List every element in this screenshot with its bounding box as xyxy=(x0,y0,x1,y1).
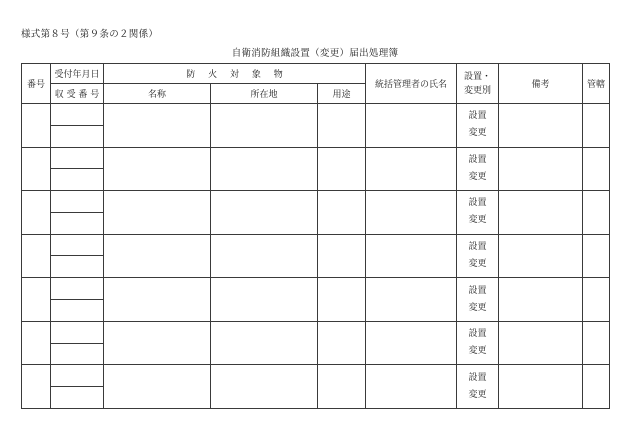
cell-receipt-date[interactable] xyxy=(51,147,104,169)
record-row xyxy=(22,147,610,169)
cell-location[interactable] xyxy=(211,234,318,278)
cell-use[interactable] xyxy=(318,234,366,278)
cell-receipt-date[interactable] xyxy=(51,365,104,387)
cell-name[interactable] xyxy=(104,147,211,191)
cell-number[interactable] xyxy=(22,365,51,409)
cell-use[interactable] xyxy=(318,147,366,191)
cell-supervisor-name[interactable] xyxy=(366,191,457,235)
cell-name[interactable] xyxy=(104,234,211,278)
cell-use[interactable] xyxy=(318,191,366,235)
type-option-install: 設置 xyxy=(468,372,487,383)
header-jurisdiction: 管轄 xyxy=(583,64,610,104)
cell-installation-change-type xyxy=(457,191,499,235)
header-supervisor-name: 統括管理者の氏名 xyxy=(366,64,457,104)
cell-use[interactable] xyxy=(318,104,366,148)
type-option-install: 設置 xyxy=(468,111,487,122)
cell-receipt-number[interactable] xyxy=(51,256,104,278)
cell-supervisor-name[interactable] xyxy=(366,104,457,148)
cell-receipt-date[interactable] xyxy=(51,278,104,300)
type-option-install: 設置 xyxy=(468,329,487,340)
cell-jurisdiction[interactable] xyxy=(583,234,610,278)
type-option-change: 変更 xyxy=(468,128,487,139)
type-option-change: 変更 xyxy=(468,389,487,400)
type-option-change: 変更 xyxy=(468,302,487,313)
cell-number[interactable] xyxy=(22,234,51,278)
header-use: 用途 xyxy=(318,84,366,104)
header-name: 名称 xyxy=(104,84,211,104)
cell-installation-change-type xyxy=(457,147,499,191)
cell-number[interactable] xyxy=(22,104,51,148)
cell-location[interactable] xyxy=(211,365,318,409)
cell-supervisor-name[interactable] xyxy=(366,365,457,409)
header-remarks: 備考 xyxy=(499,64,583,104)
cell-name[interactable] xyxy=(104,191,211,235)
header-type-line1: 設置・ xyxy=(463,71,491,82)
cell-receipt-number[interactable] xyxy=(51,169,104,191)
cell-remarks[interactable] xyxy=(499,147,583,191)
processing-register-table xyxy=(21,63,610,409)
type-option-change: 変更 xyxy=(468,346,487,357)
cell-supervisor-name[interactable] xyxy=(366,321,457,365)
header-receipt-number: 収 受 番 号 xyxy=(51,84,104,104)
header-location: 所在地 xyxy=(211,84,318,104)
cell-installation-change-type xyxy=(457,234,499,278)
cell-installation-change-type xyxy=(457,278,499,322)
cell-receipt-date[interactable] xyxy=(51,191,104,213)
cell-installation-change-type xyxy=(457,104,499,148)
cell-name[interactable] xyxy=(104,104,211,148)
type-option-install: 設置 xyxy=(468,241,487,252)
record-row xyxy=(22,321,610,343)
cell-jurisdiction[interactable] xyxy=(583,104,610,148)
cell-jurisdiction[interactable] xyxy=(583,321,610,365)
cell-location[interactable] xyxy=(211,278,318,322)
type-option-install: 設置 xyxy=(468,154,487,165)
cell-receipt-number[interactable] xyxy=(51,212,104,234)
cell-number[interactable] xyxy=(22,147,51,191)
header-type-line2: 変更別 xyxy=(463,85,491,96)
cell-receipt-number[interactable] xyxy=(51,300,104,322)
cell-location[interactable] xyxy=(211,321,318,365)
record-row xyxy=(22,104,610,126)
cell-remarks[interactable] xyxy=(499,321,583,365)
record-row xyxy=(22,234,610,256)
cell-remarks[interactable] xyxy=(499,191,583,235)
type-option-change: 変更 xyxy=(468,258,487,269)
document-title: 自衛消防組織設置（変更）届出処理簿 xyxy=(231,48,399,59)
cell-location[interactable] xyxy=(211,104,318,148)
header-receipt-date: 受付年月日 xyxy=(51,64,104,84)
type-option-install: 設置 xyxy=(468,198,487,209)
cell-receipt-date[interactable] xyxy=(51,234,104,256)
cell-supervisor-name[interactable] xyxy=(366,234,457,278)
cell-number[interactable] xyxy=(22,191,51,235)
cell-supervisor-name[interactable] xyxy=(366,147,457,191)
cell-name[interactable] xyxy=(104,321,211,365)
cell-receipt-date[interactable] xyxy=(51,104,104,126)
record-row xyxy=(22,278,610,300)
cell-remarks[interactable] xyxy=(499,234,583,278)
cell-location[interactable] xyxy=(211,147,318,191)
cell-receipt-number[interactable] xyxy=(51,387,104,409)
record-row xyxy=(22,365,610,387)
cell-receipt-number[interactable] xyxy=(51,343,104,365)
cell-supervisor-name[interactable] xyxy=(366,278,457,322)
cell-use[interactable] xyxy=(318,278,366,322)
cell-jurisdiction[interactable] xyxy=(583,191,610,235)
header-number: 番号 xyxy=(22,64,51,104)
form-label: 様式第８号（第９条の２関係） xyxy=(21,29,159,40)
cell-remarks[interactable] xyxy=(499,278,583,322)
cell-receipt-number[interactable] xyxy=(51,125,104,147)
cell-use[interactable] xyxy=(318,365,366,409)
cell-jurisdiction[interactable] xyxy=(583,278,610,322)
cell-remarks[interactable] xyxy=(499,365,583,409)
cell-receipt-date[interactable] xyxy=(51,321,104,343)
cell-number[interactable] xyxy=(22,321,51,365)
type-option-change: 変更 xyxy=(468,171,487,182)
header-fire-object: 防 火 対 象 物 xyxy=(104,64,366,84)
cell-use[interactable] xyxy=(318,321,366,365)
cell-number[interactable] xyxy=(22,278,51,322)
record-row xyxy=(22,191,610,213)
cell-name[interactable] xyxy=(104,278,211,322)
header-installation-change-type xyxy=(457,64,499,104)
register-body xyxy=(22,104,610,409)
cell-jurisdiction[interactable] xyxy=(583,147,610,191)
cell-name[interactable] xyxy=(104,365,211,409)
type-option-change: 変更 xyxy=(468,215,487,226)
cell-installation-change-type xyxy=(457,365,499,409)
cell-jurisdiction[interactable] xyxy=(583,365,610,409)
cell-location[interactable] xyxy=(211,191,318,235)
cell-remarks[interactable] xyxy=(499,104,583,148)
cell-installation-change-type xyxy=(457,321,499,365)
type-option-install: 設置 xyxy=(468,285,487,296)
